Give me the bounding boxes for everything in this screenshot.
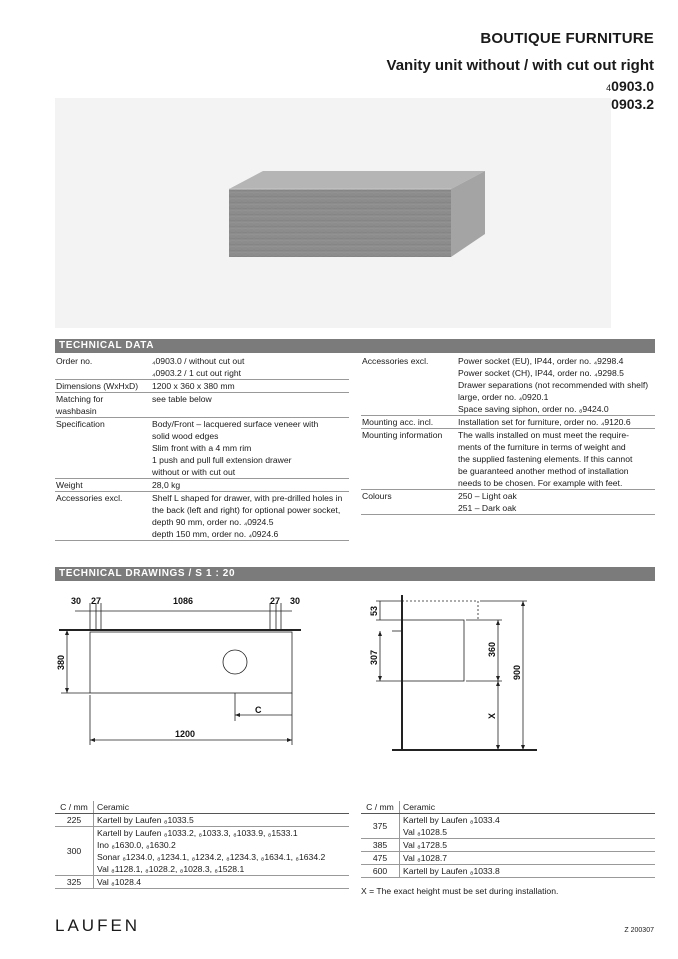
compat-right-table: [361, 801, 655, 878]
table-row: Colours 250 – Light oak 251 – Dark oak: [361, 490, 655, 515]
table-row: 385 Val ₈1728.5: [361, 839, 655, 852]
dim-900: 900: [512, 664, 522, 680]
table-row: Accessories excl. Power socket (EU), IP44, order no. ₄9298.4 Power socket (CH), IP44, order no. ₄9298.5 Drawer separations (not recommended with shelf) large, order no. ₄0920.1 Space saving siphon, order no. ₈9424.0: [361, 355, 655, 416]
table-header: C / mm Ceramic: [361, 801, 655, 814]
dim-1086: 1086: [173, 596, 194, 606]
product-code-1: 40903.0: [606, 78, 654, 94]
table-row: Accessories excl. Shelf L shaped for drawer, with pre-drilled holes in the back (left and right) for optional power socket, depth 90 mm, order no. ₄0924.5 depth 150 mm, order no. ₄0924.6: [55, 492, 349, 541]
footnote: X = The exact height must be set during installation.: [361, 886, 559, 896]
table-header: C / mm Ceramic: [55, 801, 349, 814]
product-photo: [55, 98, 611, 328]
dim-1200: 1200: [175, 729, 196, 739]
dim-27-right: 27: [270, 596, 281, 606]
front-view-drawing: [55, 585, 305, 760]
dim-27-left: 27: [91, 596, 102, 606]
table-row: Order no. ₄0903.0 / without cut out ₄0903.2 / 1 cut out right: [55, 355, 349, 380]
technical-drawings-heading: TECHNICAL DRAWINGS / S 1 : 20: [55, 567, 655, 581]
laufen-logo: LAUFEN: [55, 916, 141, 935]
product-title: Vanity unit without / with cut out right: [386, 57, 654, 74]
table-row: Mounting information The walls installed on must meet the require- ments of the furniture in terms of weight and the supplied fastening elements. If this cannot be guaranteed another method of installation needs to be chosen. For example with feet.: [361, 429, 655, 490]
table-row: Weight 28,0 kg: [55, 479, 349, 492]
dim-380: 380: [56, 654, 66, 670]
table-row: 225 Kartell by Laufen ₈1033.5: [55, 814, 349, 827]
table-row: 325 Val ₈1028.4: [55, 876, 349, 889]
brand-heading: BOUTIQUE FURNITURE: [480, 30, 654, 47]
dim-C: C: [255, 705, 262, 715]
compat-left-table: [55, 801, 349, 889]
product-code-2: 0903.2: [611, 96, 654, 112]
dim-53: 53: [369, 605, 379, 616]
tech-data-right-table: [361, 355, 655, 515]
side-view-drawing: [362, 585, 542, 760]
table-row: Matching for washbasin see table below: [55, 393, 349, 418]
table-row: Specification Body/Front – lacquered surface veneer with solid wood edges Slim front with a 4 mm rim 1 push and pull full extension drawer without or with cut out: [55, 418, 349, 479]
dim-X: X: [487, 712, 497, 719]
dim-30-right: 30: [290, 596, 301, 606]
tech-data-left-table: [55, 355, 349, 541]
table-row: Mounting acc. incl. Installation set for furniture, order no. ₄9120.6: [361, 416, 655, 429]
technical-data-heading: TECHNICAL DATA: [55, 339, 655, 353]
document-code: Z 200307: [624, 927, 654, 934]
table-row: 600 Kartell by Laufen ₈1033.8: [361, 865, 655, 878]
dim-30-left: 30: [71, 596, 82, 606]
table-row: 300 Kartell by Laufen ₈1033.2, ₈1033.3, ₈1033.9, ₈1533.1 Ino ₈1630.0, ₈1630.2 Sonar ₈1234.0, ₈1234.1, ₈1234.2, ₈1234.3, ₈1634.1, ₈1634.2 Val ₈1128.1, ₈1028.2, ₈1028.3, ₈1528.1: [55, 827, 349, 876]
dim-307: 307: [369, 649, 379, 665]
table-row: Dimensions (WxHxD) 1200 x 360 x 380 mm: [55, 380, 349, 393]
table-row: 475 Val ₈1028.7: [361, 852, 655, 865]
dim-360: 360: [487, 641, 497, 657]
table-row: 375 Kartell by Laufen ₈1033.4 Val ₈1028.5: [361, 814, 655, 839]
